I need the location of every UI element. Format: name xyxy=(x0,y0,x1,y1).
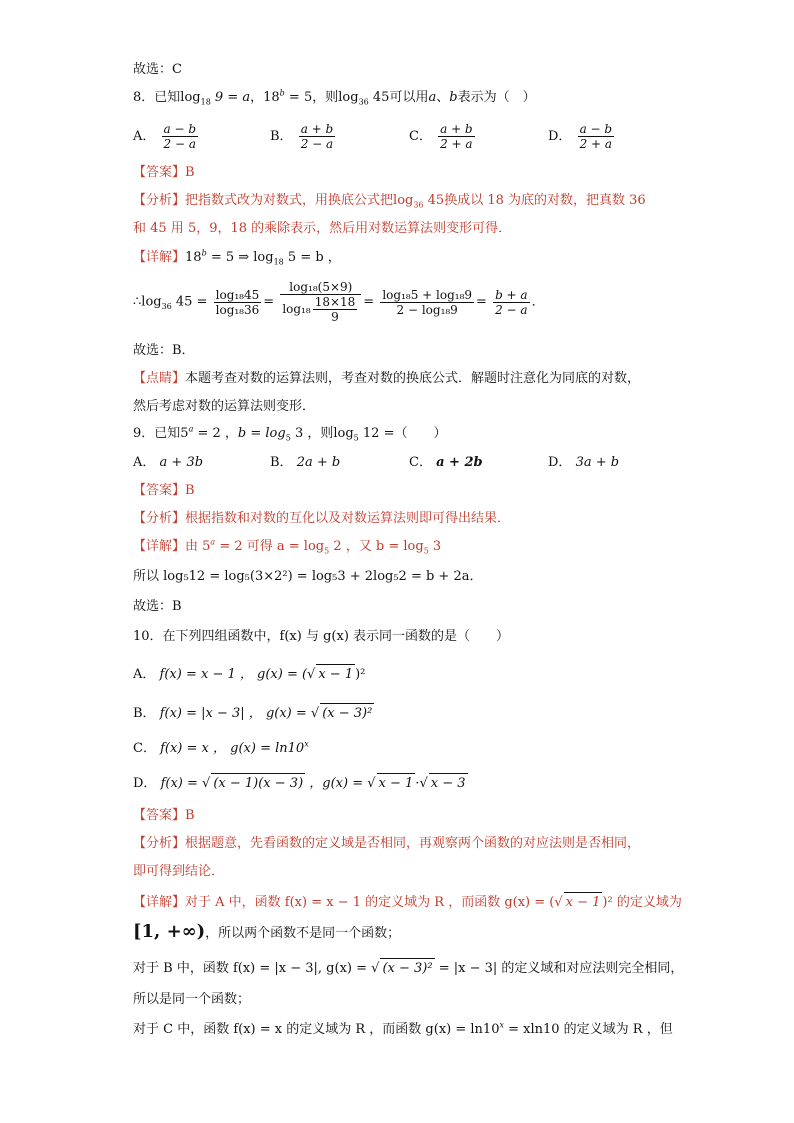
q8-choose: 故选：B． xyxy=(133,343,195,358)
q10-detail-line2: [1, +∞)，所以两个函数不是同一个函数； xyxy=(133,921,401,942)
previous-answer-line: 故选：C xyxy=(133,62,182,77)
q8-number: 8． xyxy=(133,90,155,105)
q10-detail-line5: 对于 C 中，函数 f(x) = x 的定义域为 R ，而函数 $g(x) = \ln 10^x = xln10$ 的定义域为 R ，但 xyxy=(133,1020,673,1037)
q8-option-a-fraction: $\frac{a - b}{2 - a}$ xyxy=(163,122,197,151)
q8-option-b-fraction: $\frac{a + b}{2 - a}$ xyxy=(300,122,334,151)
q10-detail-line4: 所以是同一个函数； xyxy=(133,992,251,1007)
q10-option-d: D． f(x) = √ (x − 1)(x − 3) ，g(x) = √ x − 1 ·√ x − 3 xyxy=(133,773,468,794)
q8-option-a: A． $\frac{a - b}{2 - a}$ xyxy=(133,122,197,151)
q9-option-c: C． a + 2b xyxy=(409,455,483,470)
q8-option-b: B． $\frac{a + b}{2 - a}$ xyxy=(270,122,334,151)
q8-option-d-fraction: $\frac{a - b}{2 + a}$ xyxy=(579,122,613,151)
q8-answer: 【答案】B xyxy=(133,165,195,180)
eq-fraction-4: $\frac{b + a}{2 - a}$ xyxy=(495,287,528,317)
q10-option-c: C． f(x) = x ， $g(x) = \ln 10^x$ xyxy=(133,739,309,756)
q9-option-b: B． 2a + b xyxy=(270,455,341,470)
q8-option-d: D． $\frac{a - b}{2 + a}$ xyxy=(548,122,613,151)
q8-analysis-line2: 和 45 用 5，9，18 的乘除表示，然后用对数运算法则变形可得． xyxy=(133,221,512,236)
q8-detail-equation: $\therefore\log_{36}$ 45 = $\frac{\text{log₁₈45}}{\text{log₁₈36}}$ = log₁₈(5×9) log₁₈ $\frac{18\times 18}{9}$ = $\frac{\text{log₁₈5 + log₁₈9}}{\text{2 − log₁₈9}}$ = $\frac{b + a}{2 - a}$ ． xyxy=(133,280,545,324)
q10-detail-line1: 【详解】对于 A 中，函数 f(x) = x − 1 的定义域为 R ，而函数 g(x) = (√ x − 1 )² 的定义域为 xyxy=(133,892,682,913)
q10-analysis-line1: 【分析】根据题意，先看函数的定义域是否相同，再观察两个函数的对应法则是否相同， xyxy=(133,836,641,851)
q10-option-b: B． f(x) = |x − 3| ， g(x) = √ (x − 3)² xyxy=(133,703,374,724)
q8-option-c: C． $\frac{a + b}{2 + a}$ xyxy=(409,122,473,151)
q10-answer: 【答案】B xyxy=(133,808,195,823)
q9-detail-line2: 所以 log₅12 = log₅(3×2²) = log₅3 + 2log₅2 = b + 2a． xyxy=(133,569,483,584)
q8-stem: 8．已知$\log_{18} 9 = a$，$18^b = 5$，则$\log_{36} 45$可以用a、b表示为（ ） xyxy=(133,88,536,107)
q9-detail-line1: 【详解】由 $5^a = 2$ 可得 $a = \log_5 2$ ，又 $b = \log_5 3$ xyxy=(133,537,442,556)
q9-option-d: D． 3a + b xyxy=(548,455,620,470)
q10-option-a: A． f(x) = x − 1 ， g(x) = (√ x − 1 )² xyxy=(133,664,365,685)
eq-fraction-2: log₁₈(5×9) log₁₈ $\frac{18\times 18}{9}$ xyxy=(280,280,361,324)
q9-answer: 【答案】B xyxy=(133,483,195,498)
q10-detail-line3: 对于 B 中，函数 f(x) = |x − 3|, g(x) = √ (x − 3)² = |x − 3| 的定义域和对应法则完全相同， xyxy=(133,958,683,979)
q8-option-c-fraction: $\frac{a + b}{2 + a}$ xyxy=(440,122,473,151)
q10-analysis-line2: 即可得到结论． xyxy=(133,864,225,879)
q9-stem: 9．已知$5^a = 2$ ，$b = \log_5 3$ ，则$\log_5 12$ =（ ） xyxy=(133,424,447,443)
q8-detail-line1: 【详解】$18^b = 5$ ⇒ $\log_{18} 5 = b$ ， xyxy=(133,248,341,267)
q9-analysis: 【分析】根据指数和对数的互化以及对数运算法则即可得出结果． xyxy=(133,511,511,526)
eq-fraction-3: $\frac{\text{log₁₈5 + log₁₈9}}{\text{2 − log₁₈9}}$ xyxy=(382,287,473,317)
q8-analysis-line1: 【分析】把指数式改为对数式，用换底公式把$\log_{36} 45$换成以 18 为底的对数，把真数 36 xyxy=(133,193,646,210)
q9-choose: 故选：B xyxy=(133,599,182,614)
eq-fraction-1: $\frac{\text{log₁₈45}}{\text{log₁₈36}}$ xyxy=(215,287,260,317)
q10-stem: 10．在下列四组函数中，f(x) 与 g(x) 表示同一函数的是（ ） xyxy=(133,629,510,644)
q8-review-line1: 【点睛】本题考查对数的运算法则，考查对数的换底公式．解题时注意化为同底的对数， xyxy=(133,371,641,386)
q8-review-line2: 然后考虑对数的运算法则变形． xyxy=(133,399,316,414)
q9-option-a: A． a + 3b xyxy=(133,455,204,470)
